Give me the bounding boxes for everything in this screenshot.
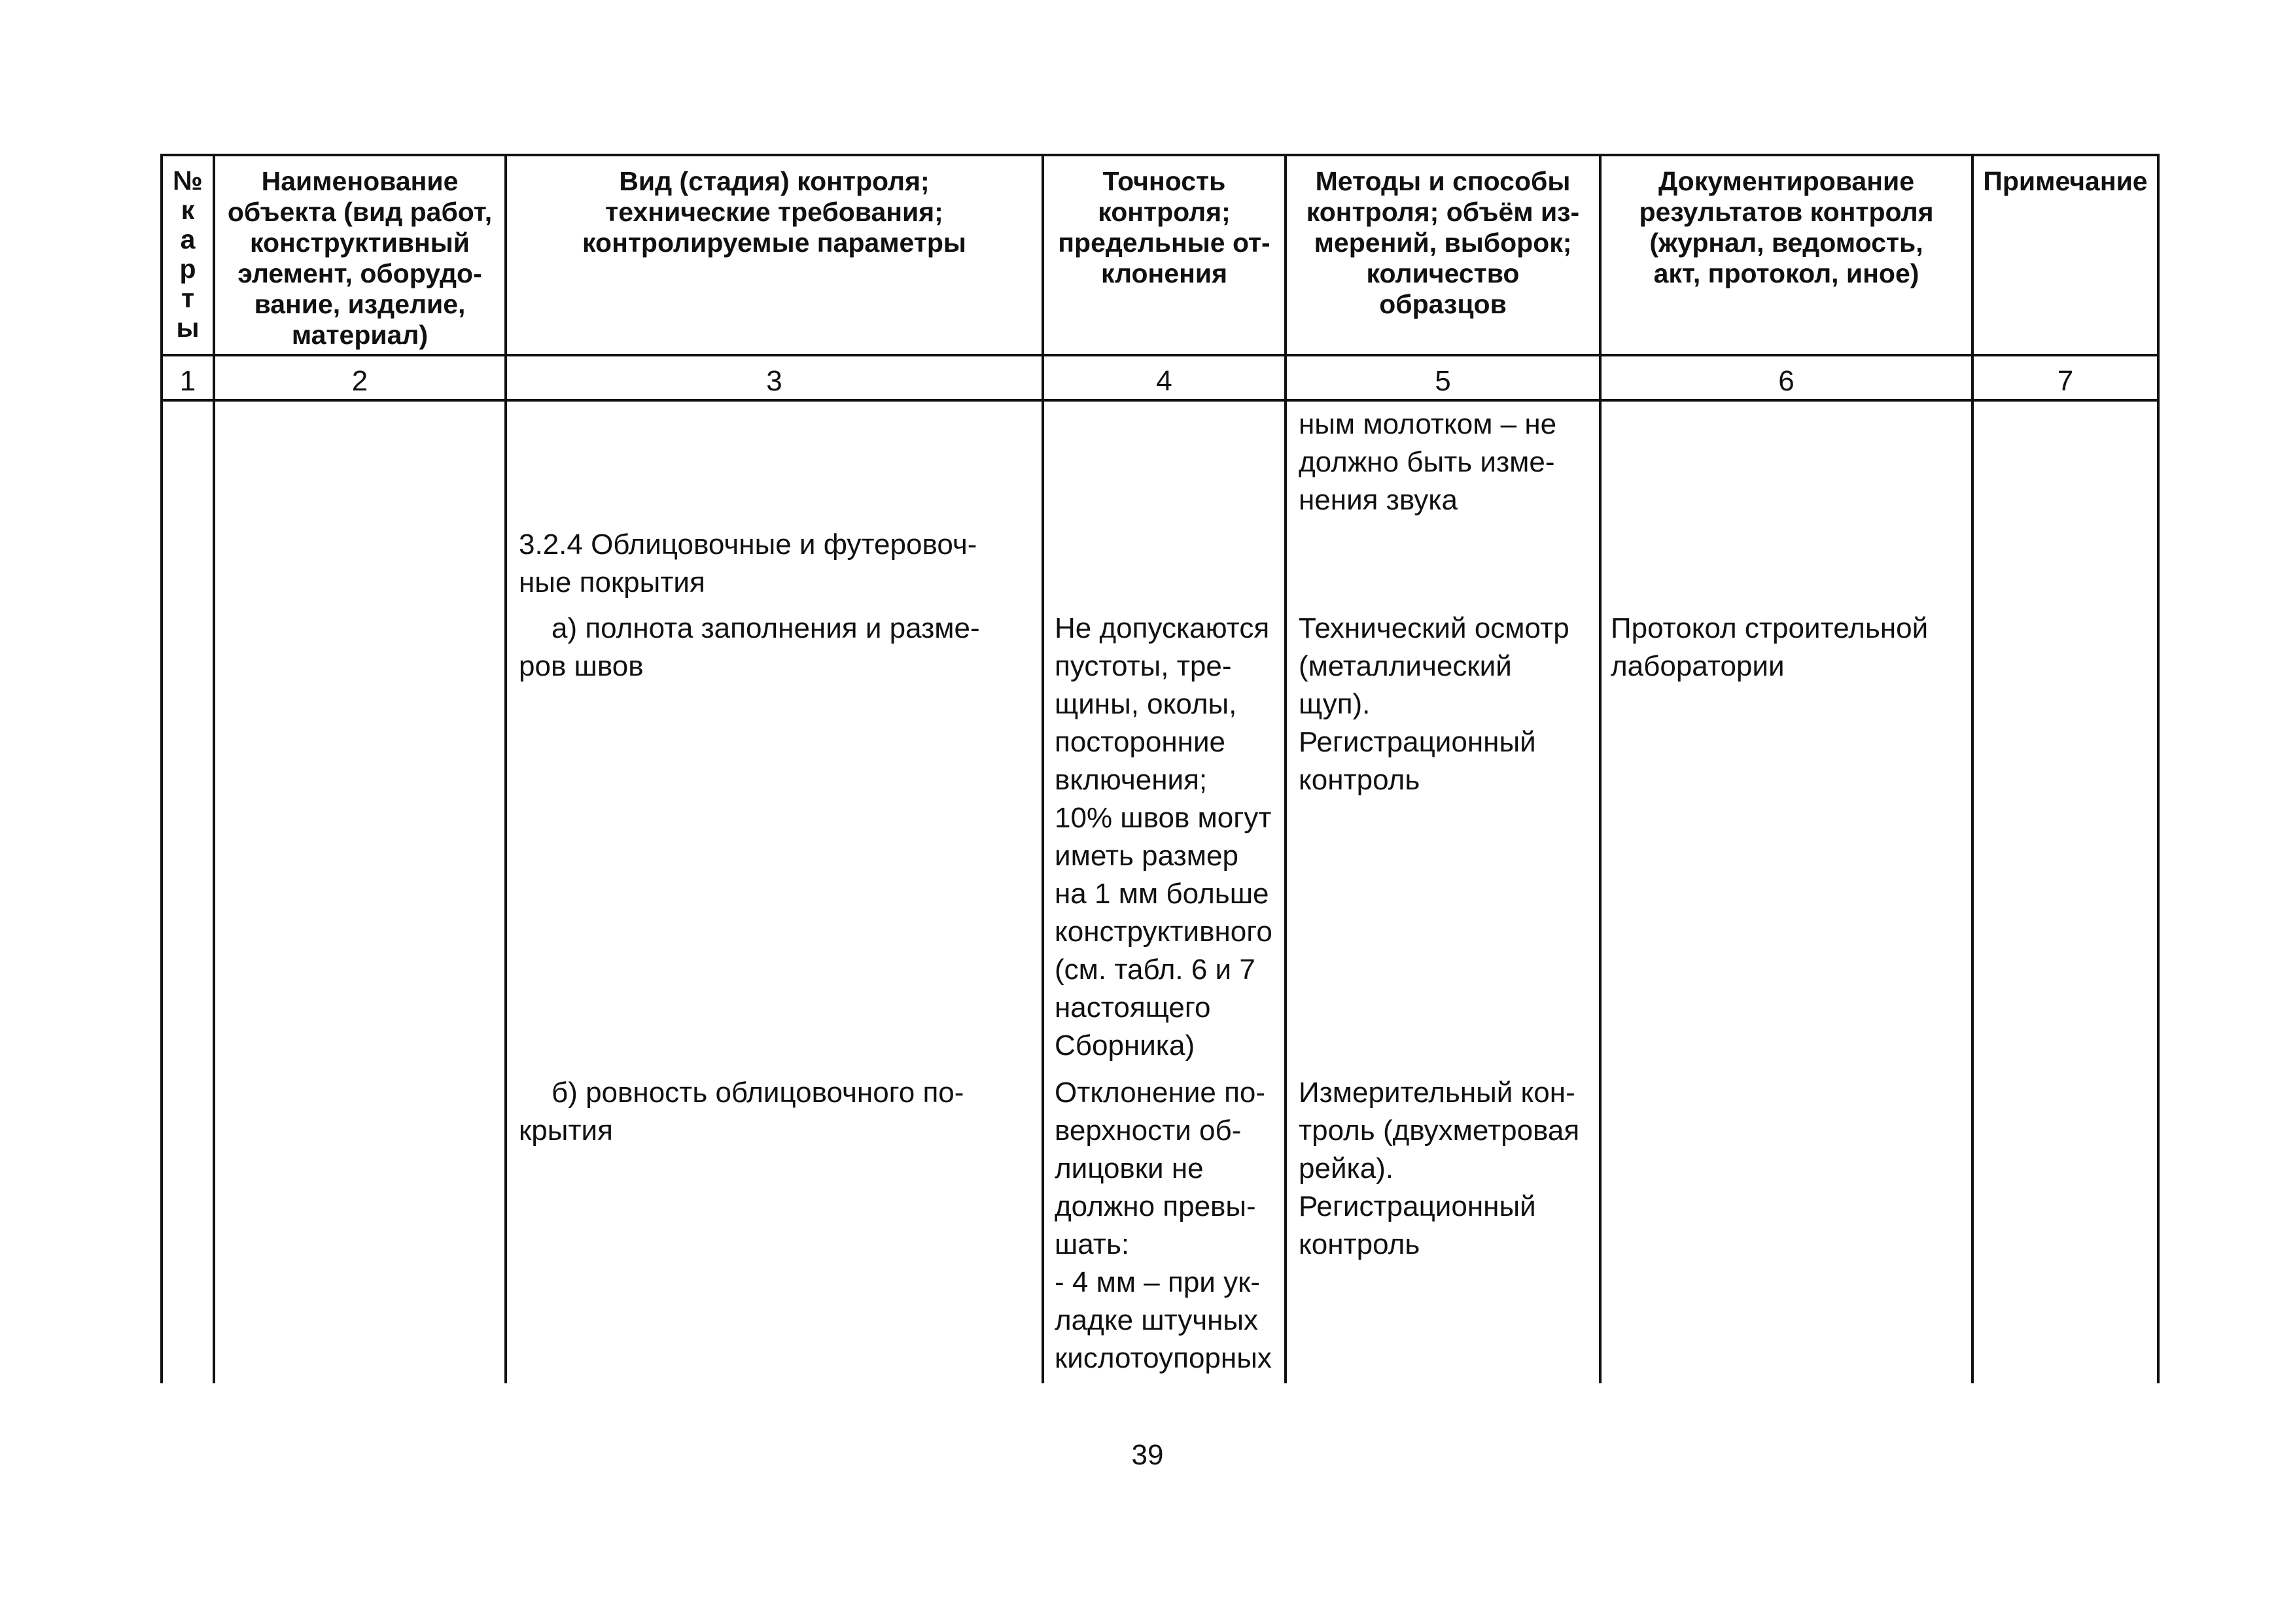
column-number: 7 <box>2057 365 2074 397</box>
col-divider-4 <box>1284 154 1287 1383</box>
item-b-tolerance: Отклонение по- верхности об- лицовки не должно превы- шать: - 4 мм – при ук- ладке штучных кислотоупорных <box>1055 1077 1272 1374</box>
item-a-tolerance: Не допускаются пустоты, тре- щины, околы, посторонние включения; 10% швов могут иметь размер на 1 мм больше конструктивного (см. табл. 6 и 7 настоящего Сборника) <box>1055 612 1272 1062</box>
header-card-number: № к а р т ы <box>173 165 203 343</box>
section-title: 3.2.4 Облицовочные и футеровоч- ные покрытия <box>519 528 977 598</box>
item-b-parameter: б) ровность облицовочного по- крытия <box>519 1077 964 1147</box>
item-b-methods: Измерительный кон- троль (двухметровая рейка). Регистрационный контроль <box>1299 1077 1580 1260</box>
header-note: Примечание <box>1983 166 2148 196</box>
item-a-methods: Технический осмотр (металлический щуп). Регистрационный контроль <box>1299 612 1569 796</box>
header-accuracy: Точность контроля; предельные от- клонения <box>1058 166 1270 288</box>
column-number: 2 <box>351 365 368 397</box>
header-object-name: Наименование объекта (вид работ, конструктивный элемент, оборудо- вание, изделие, материал) <box>227 166 493 350</box>
col-divider-5 <box>1599 154 1602 1383</box>
header-documentation: Документирование результатов контроля (журнал, ведомость, акт, протокол, иное) <box>1639 166 1934 288</box>
header-methods: Методы и способы контроля; объём из- мерений, выборок; количество образцов <box>1306 166 1580 319</box>
header-control-type: Вид (стадия) контроля; технические требования; контролируемые параметры <box>582 166 966 258</box>
col-divider-6 <box>1971 154 1974 1383</box>
header-bottom-border <box>160 354 2160 356</box>
table-right-border <box>2157 154 2160 1383</box>
continuation-methods-text: ным молотком – не должно быть изме- нения звука <box>1299 408 1557 516</box>
item-a-documentation: Протокол строительной лаборатории <box>1611 612 1929 682</box>
column-number: 6 <box>1778 365 1795 397</box>
column-number: 4 <box>1156 365 1172 397</box>
col-divider-3 <box>1042 154 1044 1383</box>
table-top-border <box>160 154 2160 156</box>
column-number: 3 <box>766 365 782 397</box>
col-divider-2 <box>504 154 507 1383</box>
item-a-parameter: а) полнота заполнения и разме- ров швов <box>519 612 980 682</box>
numbers-row-bottom-border <box>160 399 2160 402</box>
column-number: 1 <box>179 365 196 397</box>
page-number: 39 <box>1131 1439 1164 1471</box>
column-number: 5 <box>1435 365 1451 397</box>
